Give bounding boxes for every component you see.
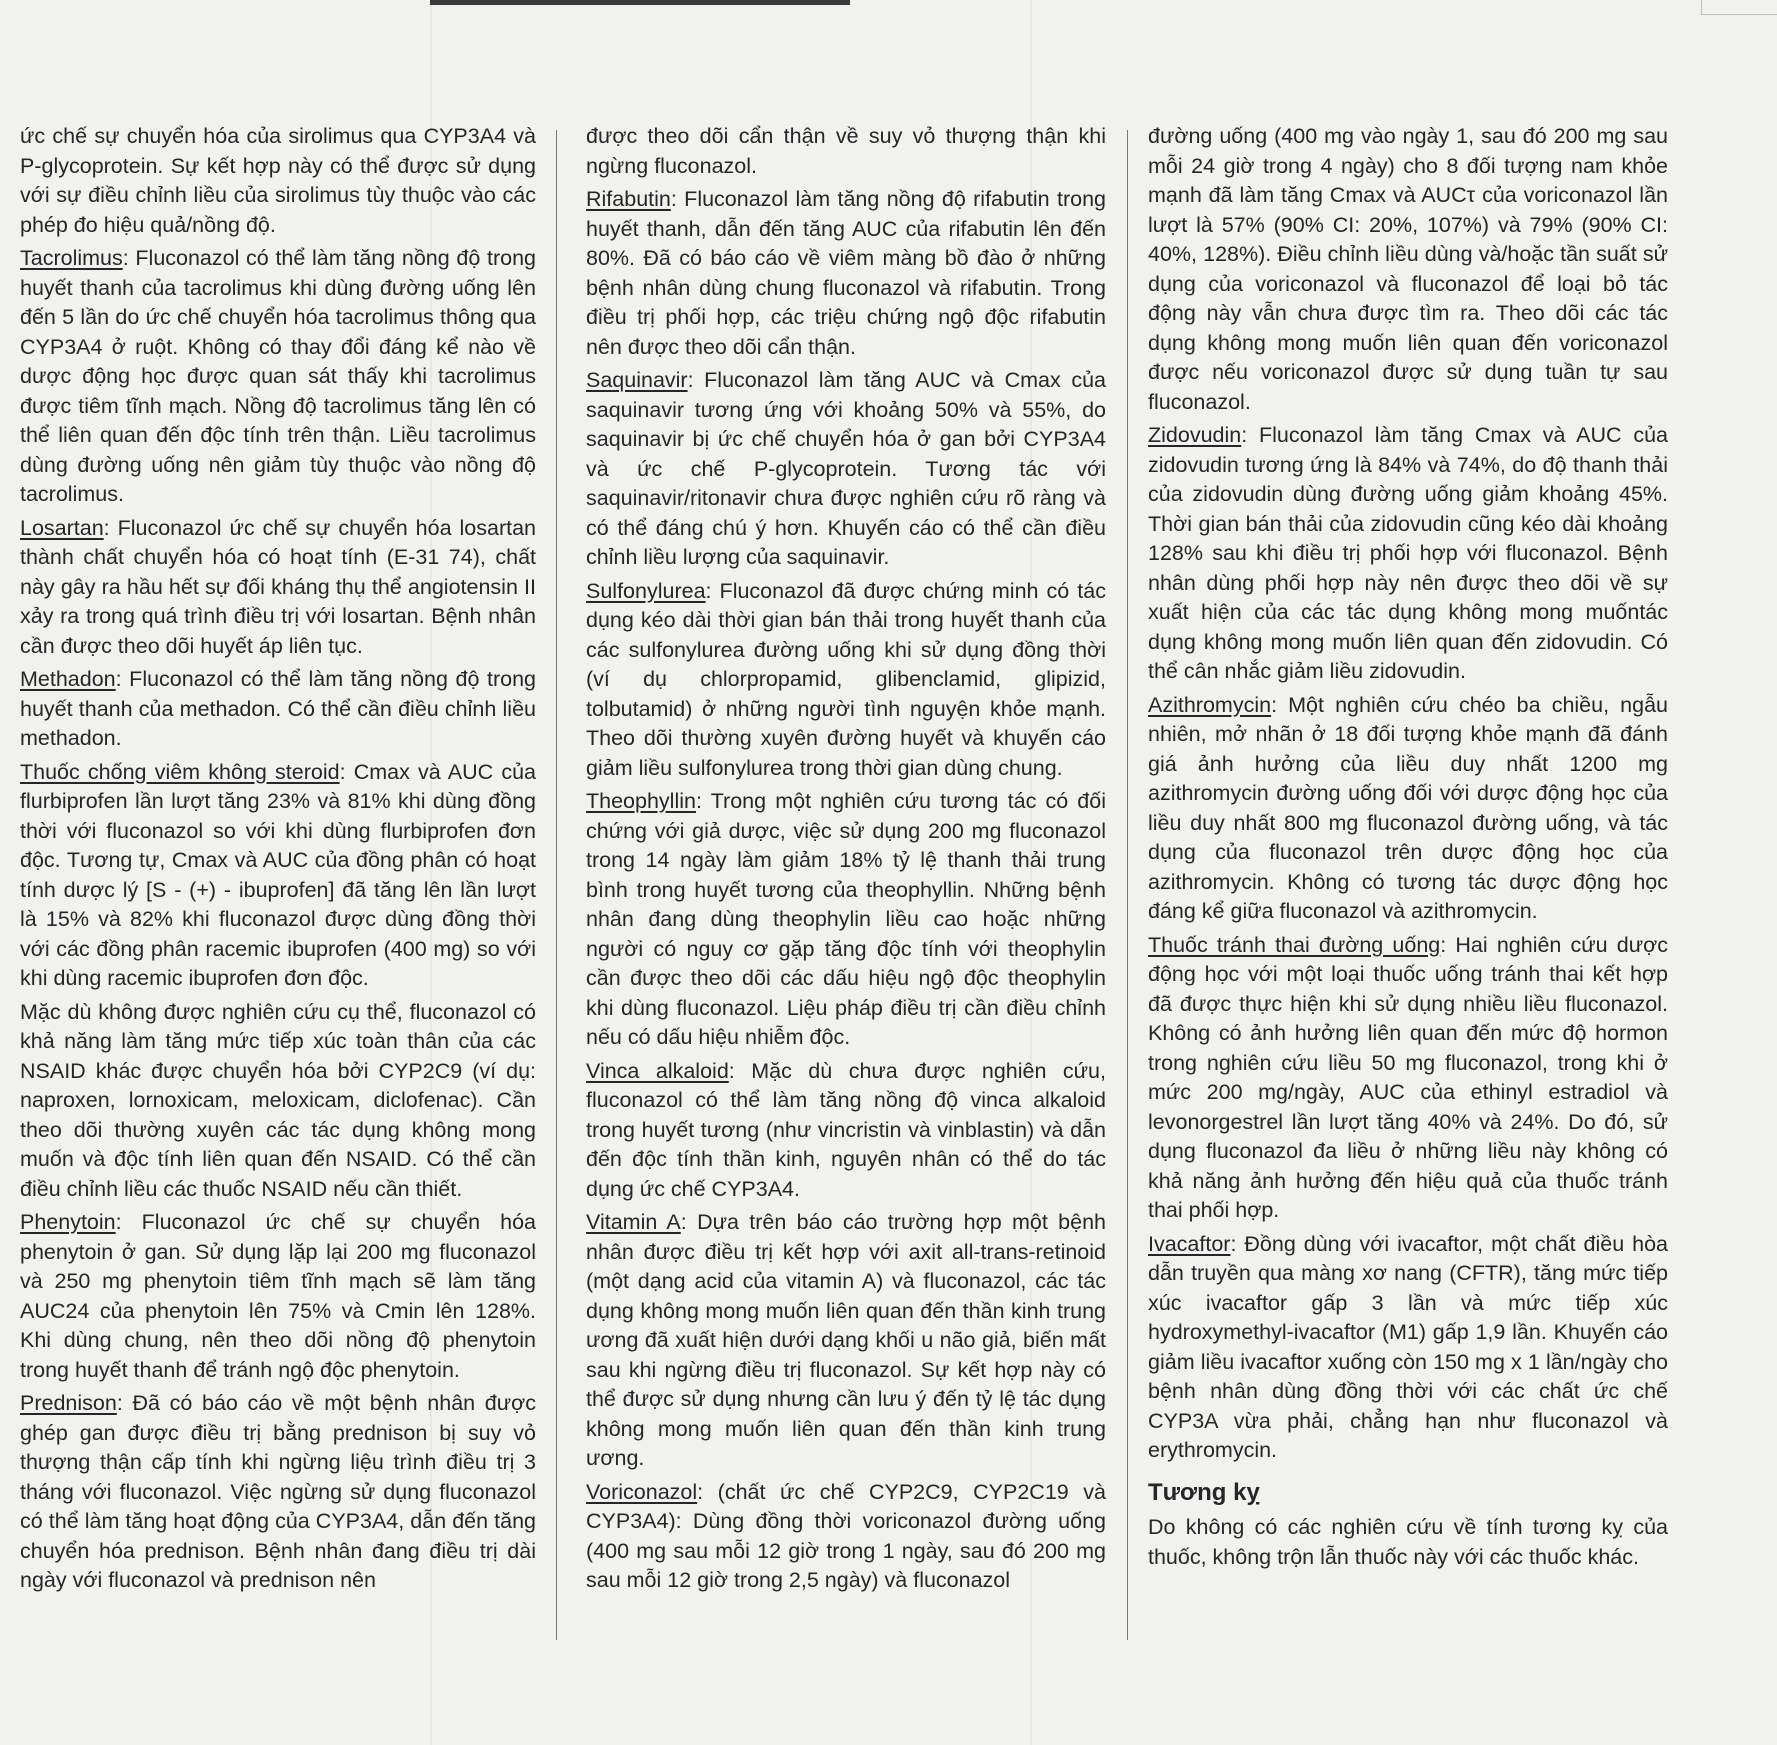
term-zidovudin: Zidovudin	[1148, 423, 1242, 447]
paragraph-nsaid	[20, 758, 536, 994]
paragraph-contraceptive	[1148, 931, 1668, 1226]
paragraph-ivacaftor	[1148, 1230, 1668, 1466]
text-tacrolimus: : Fluconazol có thể làm tăng nồng độ trong huyết thanh của tacrolimus khi dùng đường uống lên đến 5 lần do ức chế chuyển hóa tacrolimus thông qua CYP3A4 ở ruột. Không có thay đổi đáng kể nào về dược động học được quan sát thấy khi tacrolimus được tiêm tĩnh mạch. Nồng độ tacrolimus tăng lên có thể liên quan đến độc tính trên thận. Liều tacrolimus dùng đường uống nên giảm tùy thuộc vào nồng độ tacrolimus.	[20, 246, 536, 506]
paragraph-theophyllin	[586, 787, 1106, 1053]
paragraph-prednison	[20, 1389, 536, 1596]
paragraph-phenytoin	[20, 1208, 536, 1385]
term-theophyllin: Theophyllin	[586, 789, 696, 813]
term-contraceptive: Thuốc tránh thai đường uống	[1148, 932, 1441, 957]
paragraph-tacrolimus	[20, 244, 536, 510]
text-theophyllin: : Trong một nghiên cứu tương tác có đối chứng với giả dược, việc sử dụng 200 mg fluconazol trong 14 ngày làm giảm 18% tỷ lệ thanh thải trung bình trong huyết tương của theophyllin. Những bệnh nhân đang dùng theophylin liều cao hoặc những người có nguy cơ gặp tăng độc tính với theophylin cần được theo dõi các dấu hiệu ngộ độc theophylin khi dùng fluconazol. Liệu pháp điều trị cần điều chỉnh nếu có dấu hiệu nhiễm độc.	[586, 789, 1106, 1049]
text-methadon: : Fluconazol có thể làm tăng nồng độ trong huyết thanh của methadon. Có thể cần điều chỉnh liều methadon.	[20, 667, 536, 750]
paragraph-prednison-cont: được theo dõi cẩn thận về suy vỏ thượng thận khi ngừng fluconazol.	[586, 124, 1106, 178]
term-saquinavir: Saquinavir	[586, 368, 688, 392]
term-tacrolimus: Tacrolimus	[20, 246, 123, 270]
term-methadon: Methadon	[20, 667, 116, 691]
text-azithromycin: : Một nghiên cứu chéo ba chiều, ngẫu nhiên, mở nhãn ở 18 đối tượng khỏe mạnh đã đánh giá ảnh hưởng của liều duy nhất 1200 mg azithromycin đường uống đối với dược động học của liều duy nhất 800 mg fluconazol đường uống, và tác dụng của fluconazol trên dược động học của azithromycin. Không có tương tác dược động học đáng kể giữa fluconazol và azithromycin.	[1148, 692, 1668, 923]
term-vitamin-a: Vitamin A	[586, 1210, 681, 1234]
text-zidovudin: : Fluconazol làm tăng Cmax và AUC của zidovudin tương ứng là 84% và 74%, do độ thanh thải của zidovudin dùng đường uống giảm khoảng 45%. Thời gian bán thải của zidovudin cũng kéo dài khoảng 128% sau khi điều trị phối hợp với fluconazol. Bệnh nhân dùng phối hợp này nên được theo dõi về sự xuất hiện của các tác dụng không mong muốntác dụng không mong muốn liên quan đến zidovudin. Có thể cân nhắc giảm liều zidovudin.	[1148, 423, 1668, 683]
text-nsaid: : Cmax và AUC của flurbiprofen lần lượt tăng 23% và 81% khi dùng đồng thời với fluconazol so với khi dùng flurbiprofen đơn độc. Tương tự, Cmax và AUC của đồng phân có hoạt tính dược lý [S - (+) - ibuprofen] đã tăng lên lần lượt là 15% và 82% khi fluconazol được dùng đồng thời với các đồng phân racemic ibuprofen (400 mg) so với khi dùng racemic ibuprofen đơn độc.	[20, 759, 537, 990]
term-vinca: Vinca alkaloid	[586, 1058, 729, 1083]
text-losartan: : Fluconazol ức chế sự chuyển hóa losartan thành chất chuyển hóa có hoạt tính (E-31 74), chất này gây ra hầu hết sự đối kháng thụ thể angiotensin II xảy ra trong quá trình điều trị với losartan. Bệnh nhân cần được theo dõi huyết áp liên tục.	[20, 515, 536, 658]
text-prednison: : Đã có báo cáo về một bệnh nhân được ghép gan được điều trị bằng prednison bị suy vỏ thượng thận cấp tính khi ngừng liệu trình điều trị 3 tháng với fluconazol. Việc ngừng sử dụng fluconazol có thể làm tăng hoạt động của CYP3A4, dẫn đến tăng chuyển hóa prednison. Bệnh nhân đang điều trị dài ngày với fluconazol và prednison nên	[20, 1391, 536, 1592]
text-voriconazol: : (chất ức chế CYP2C9, CYP2C19 và CYP3A4): Dùng đồng thời voriconazol đường uống (400 mg sau mỗi 12 giờ trong 1 ngày, sau đó 200 mg sau mỗi 12 giờ trong 2,5 ngày) và fluconazol	[586, 1479, 1106, 1592]
paragraph-saquinavir	[586, 366, 1106, 573]
text-sulfonylurea: : Fluconazol đã được chứng minh có tác dụng kéo dài thời gian bán thải trong huyết thanh của các sulfonylurea đường uống khi sử dụng đồng thời (ví dụ chlorpropamid, glibenclamid, glipizid, tolbutamid) ở những người tình nguyện khỏe mạnh. Theo dõi thường xuyên đường huyết và khuyến cáo giảm liều sulfonylurea trong thời gian dùng chung.	[586, 578, 1106, 780]
term-voriconazol: Voriconazol	[586, 1479, 698, 1504]
text-saquinavir: : Fluconazol làm tăng AUC và Cmax của saquinavir tương ứng với khoảng 50% và 55%, do saquinavir bị ức chế chuyển hóa ở gan bởi CYP3A4 và ức chế P-glycoprotein. Tương tác với saquinavir/ritonavir chưa được nghiên cứu rõ ràng và có thể đáng chú ý hơn. Khuyến cáo có thể cần điều chỉnh liều lượng của saquinavir.	[586, 368, 1106, 569]
paragraph-sirolimus-cont: ức chế sự chuyển hóa của sirolimus qua CYP3A4 và P-glycoprotein. Sự kết hợp này có thể được sử dụng với sự điều chỉnh liều của sirolimus tùy thuộc vào các phép đo hiệu quả/nồng độ.	[20, 124, 536, 237]
term-ivacaftor: Ivacaftor	[1148, 1231, 1231, 1256]
term-rifabutin: Rifabutin	[586, 187, 671, 211]
term-nsaid: Thuốc chống viêm không steroid	[20, 759, 340, 784]
text-vitamin-a: : Dựa trên báo cáo trường hợp một bệnh nhân được điều trị kết hợp với axit all-trans-retinoid (một dạng acid của vitamin A) và fluconazol, các tác dụng không mong muốn liên quan đến thần kinh trung ương đã xuất hiện dưới dạng khối u não giả, biến mất sau khi ngừng điều trị fluconazol. Sự kết hợp này có thể được sử dụng nhưng cần lưu ý đến tỷ lệ tác dụng không mong muốn liên quan đến thần kinh trung ương.	[586, 1210, 1106, 1470]
column-divider	[1127, 130, 1128, 1640]
paragraph-methadon	[20, 665, 536, 754]
top-edge-band	[430, 0, 850, 5]
text-vinca: : Mặc dù chưa được nghiên cứu, fluconazol có thể làm tăng nồng độ vinca alkaloid trong huyết tương (như vincristin và vinblastin) và dẫn đến độc tính thần kinh, nguyên nhân có thể do tác dụng ức chế CYP3A4.	[586, 1058, 1106, 1201]
text-ivacaftor: : Đồng dùng với ivacaftor, một chất điều hòa dẫn truyền qua màng xơ nang (CFTR), tăng mức tiếp xúc ivacaftor gấp 3 lần và mức tiếp xúc hydroxymethyl-ivacaftor (M1) gấp 1,9 lần. Khuyến cáo giảm liều ivacaftor xuống còn 150 mg x 1 lần/ngày cho bệnh nhân dùng đồng thời với các chất ức chế CYP3A vừa phải, chẳng hạn như fluconazol và erythromycin.	[1148, 1231, 1668, 1462]
corner-mark	[1701, 0, 1777, 15]
text-contraceptive: : Hai nghiên cứu dược động học với một loại thuốc uống tránh thai kết hợp đã được thực hiện khi sử dụng nhiều liều fluconazol. Không có ảnh hưởng liên quan đến mức độ hormon trong nghiên cứu liều 50 mg fluconazol, trong khi ở mức 200 mg/ngày, AUC của ethinyl estradiol và levonorgestrel lần lượt tăng 40% và 24%. Do đó, sử dụng fluconazol đa liều ở những liều này không có khả năng ảnh hưởng đến hiệu quả của thuốc tránh thai phối hợp.	[1148, 932, 1668, 1222]
term-prednison: Prednison	[20, 1391, 117, 1415]
paragraph-sulfonylurea	[586, 577, 1106, 784]
text-rifabutin: : Fluconazol làm tăng nồng độ rifabutin trong huyết thanh, dẫn đến tăng AUC của rifabutin lên đến 80%. Đã có báo cáo về viêm màng bồ đào ở những bệnh nhân dùng chung fluconazol và rifabutin. Trong điều trị phối hợp, các triệu chứng ngộ độc rifabutin nên được theo dõi cẩn thận.	[586, 187, 1106, 359]
column-1	[20, 122, 536, 1600]
paragraph-rifabutin	[586, 185, 1106, 362]
term-losartan: Losartan	[20, 515, 104, 540]
paragraph-azithromycin	[1148, 691, 1668, 927]
paragraph-vinca	[586, 1057, 1106, 1205]
paragraph-zidovudin	[1148, 421, 1668, 687]
paragraph-losartan	[20, 514, 536, 662]
paragraph-nsaid-2: Mặc dù không được nghiên cứu cụ thể, fluconazol có khả năng làm tăng mức tiếp xúc toàn thân của các NSAID khác được chuyển hóa bởi CYP2C9 (ví dụ: naproxen, lornoxicam, meloxicam, diclofenac). Cần theo dõi thường xuyên các tác dụng không mong muốn và độc tính liên quan đến NSAID. Có thể cần điều chỉnh liều các thuốc NSAID nếu cần thiết.	[20, 999, 536, 1201]
paragraph-voriconazol-cont: đường uống (400 mg vào ngày 1, sau đó 200 mg sau mỗi 24 giờ trong 4 ngày) cho 8 đối tượng nam khỏe mạnh đã làm tăng Cmax và AUCτ của voriconazol lần lượt là 57% (90% CI: 20%, 107%) và 79% (90% CI: 40%, 128%). Điều chỉnh liều dùng và/hoặc tần suất sử dụng của voriconazol và fluconazol để loại bỏ tác động này vẫn chưa được tìm ra. Theo dõi các tác dụng không mong muốn liên quan đến voriconazol được nếu voriconazol được sử dụng tuần tự sau fluconazol.	[1148, 124, 1668, 414]
section-heading-incompatibility: Tương kỵ	[1148, 1478, 1260, 1506]
column-divider	[556, 130, 557, 1640]
paragraph-vitamin-a	[586, 1208, 1106, 1474]
column-3	[1148, 122, 1668, 1576]
term-azithromycin: Azithromycin	[1148, 692, 1272, 717]
text-phenytoin: : Fluconazol ức chế sự chuyển hóa phenytoin ở gan. Sử dụng lặp lại 200 mg fluconazol và 250 mg phenytoin tiêm tĩnh mạch sẽ làm tăng AUC24 của phenytoin lên 75% và Cmin lên 128%. Khi dùng chung, nên theo dõi nồng độ phenytoin trong huyết thanh để tránh ngộ độc phenytoin.	[20, 1210, 536, 1382]
paragraph-voriconazol	[586, 1478, 1106, 1596]
column-2	[586, 122, 1106, 1600]
term-sulfonylurea: Sulfonylurea	[586, 578, 706, 603]
term-phenytoin: Phenytoin	[20, 1210, 116, 1234]
paragraph-incompatibility: Do không có các nghiên cứu về tính tương kỵ của thuốc, không trộn lẫn thuốc này với các thuốc khác.	[1148, 1515, 1668, 1569]
